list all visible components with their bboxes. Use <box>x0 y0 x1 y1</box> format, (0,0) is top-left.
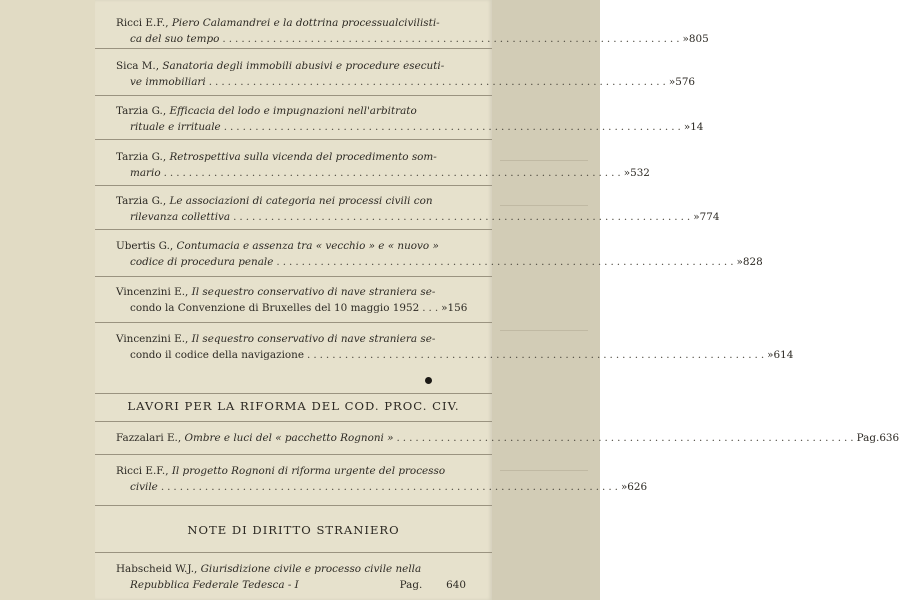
leader-dots: ......................................................................... <box>276 256 737 268</box>
entry-line-2 <box>130 254 763 270</box>
entry-title-cont: condo la Convenzione di Bruxelles del 10 maggio 1952 <box>130 302 420 314</box>
entry-title-cont: mario <box>130 167 161 179</box>
entry-author: Ricci E.F., <box>116 465 169 477</box>
entry-title: Retrospettiva sulla vicenda del procedimento som- <box>169 151 437 163</box>
entry-title: Il sequestro conservativo di nave straniera se- <box>191 286 436 298</box>
page-number: 576 <box>675 76 696 88</box>
ditto-mark: » <box>693 211 700 223</box>
page-number: 14 <box>690 121 704 133</box>
leader-dots: ... <box>422 302 442 314</box>
ditto-mark: » <box>682 33 689 45</box>
entry-line-2 <box>130 165 650 181</box>
entry-title: Piero Calamandrei e la dottrina processualcivilisti- <box>171 17 440 29</box>
entry-line-1 <box>116 463 466 479</box>
leader-dots: ......................................................................... <box>160 481 621 493</box>
adjacent-page-left <box>0 0 95 600</box>
entry-author: Vincenzini E., <box>116 286 189 298</box>
entry-author: Vincenzini E., <box>116 333 189 345</box>
entry-title-cont: rituale e irrituale <box>130 121 221 133</box>
entry-line-1 <box>116 15 466 31</box>
entry-line-2 <box>130 74 696 90</box>
entry-title: Le associazioni di categoria nei processi civili con <box>169 195 433 207</box>
page-number: 636 <box>879 432 899 444</box>
page-number: 640 <box>446 579 466 591</box>
entry-line-2 <box>130 479 648 495</box>
entry-author: Tarzia G., <box>116 105 167 117</box>
leader-dots: ......................................................................... <box>222 33 683 45</box>
entry-line-1 <box>116 331 466 347</box>
entry-title-cont: rilevanza collettiva <box>130 211 231 223</box>
divider <box>95 185 492 186</box>
divider <box>95 276 492 277</box>
entry-line-1 <box>116 149 466 165</box>
ghost-line <box>500 160 588 161</box>
entry-line-2 <box>130 577 466 593</box>
page-number: 532 <box>630 167 650 179</box>
page-number: 614 <box>773 349 794 361</box>
divider <box>95 421 492 422</box>
page-number: 828 <box>742 256 763 268</box>
entry-line-1 <box>116 58 466 74</box>
ghost-line <box>500 470 588 471</box>
entry-title: Giurisdizione civile e processo civile nella <box>200 563 422 575</box>
adjacent-page-right <box>492 0 600 600</box>
entry-line-1 <box>116 238 466 254</box>
divider <box>95 139 492 140</box>
entry-line-2 <box>130 300 466 316</box>
entry-author: Tarzia G., <box>116 195 167 207</box>
entry-title-cont: Repubblica Federale Tedesca - I <box>130 579 299 591</box>
entry-title: Efficacia del lodo e impugnazioni nell'arbitrato <box>169 105 417 117</box>
entry-title: Il sequestro conservativo di nave straniera se- <box>191 333 436 345</box>
leader-dots: ......................................................................... <box>307 349 768 361</box>
entry-author: Sica M., <box>116 60 160 72</box>
ditto-mark: » <box>736 256 743 268</box>
divider <box>95 505 492 506</box>
ghost-line <box>500 205 588 206</box>
ditto-mark: » <box>767 349 774 361</box>
page-number: 805 <box>688 33 709 45</box>
page-number: 156 <box>447 302 468 314</box>
divider <box>95 322 492 323</box>
entry-line-1 <box>116 284 466 300</box>
section-heading-lavori: LAVORI PER LA RIFORMA DEL COD. PROC. CIV. <box>127 399 460 413</box>
page-label: Pag. <box>856 432 880 444</box>
leader-dots: ......................................................................... <box>223 121 684 133</box>
divider <box>95 229 492 230</box>
entry-line-2 <box>130 209 720 225</box>
page-label: Pag. <box>399 579 423 591</box>
ghost-line <box>500 330 588 331</box>
entry-title-cont: codice di procedura penale <box>130 256 274 268</box>
leader-dots: ......................................................................... <box>163 167 624 179</box>
entry-line-2 <box>130 31 709 47</box>
ditto-mark: » <box>620 481 628 493</box>
entry-title-cont: ve immobiliari <box>130 76 206 88</box>
leader-dots: ......................................................................... <box>233 211 694 223</box>
entry-line-2 <box>130 347 794 363</box>
divider <box>95 393 492 394</box>
section-heading-note: NOTE DI DIRITTO STRANIERO <box>187 523 400 537</box>
ditto-mark: » <box>441 302 448 314</box>
entry-author: Habscheid W.J., <box>116 563 198 575</box>
entry-author: Fazzalari E., <box>116 432 182 444</box>
entry-title-cont: ca del suo tempo <box>130 33 220 45</box>
leader-dots: ......................................................................... <box>396 432 857 444</box>
entry-title: Sanatoria degli immobili abusivi e procedure esecuti- <box>162 60 445 72</box>
entry-title-cont: civile <box>130 481 158 493</box>
ditto-mark: » <box>623 167 631 179</box>
entry-line-1 <box>116 430 899 446</box>
divider <box>95 454 492 455</box>
entry-line-1 <box>116 193 466 209</box>
ink-spot <box>425 377 432 384</box>
divider <box>95 95 492 96</box>
page-number: 774 <box>699 211 720 223</box>
ditto-mark: » <box>668 76 676 88</box>
ditto-mark: » <box>683 121 691 133</box>
leader-dots: ......................................................................... <box>208 76 669 88</box>
entry-author: Tarzia G., <box>116 151 167 163</box>
divider <box>95 552 492 553</box>
entry-author: Ubertis G., <box>116 240 174 252</box>
entry-title-cont: condo il codice della navigazione <box>130 349 305 361</box>
entry-line-1 <box>116 103 466 119</box>
entry-title: Contumacia e assenza tra « vecchio » e « nuovo » <box>176 240 439 252</box>
entry-line-1 <box>116 561 466 577</box>
entry-line-2 <box>130 119 704 135</box>
entry-title: Ombre e luci del « pacchetto Rognoni » <box>184 432 394 444</box>
page-number: 626 <box>627 481 648 493</box>
entry-author: Ricci E.F., <box>116 17 169 29</box>
entry-title: Il progetto Rognoni di riforma urgente del processo <box>171 465 446 477</box>
divider <box>95 48 492 49</box>
